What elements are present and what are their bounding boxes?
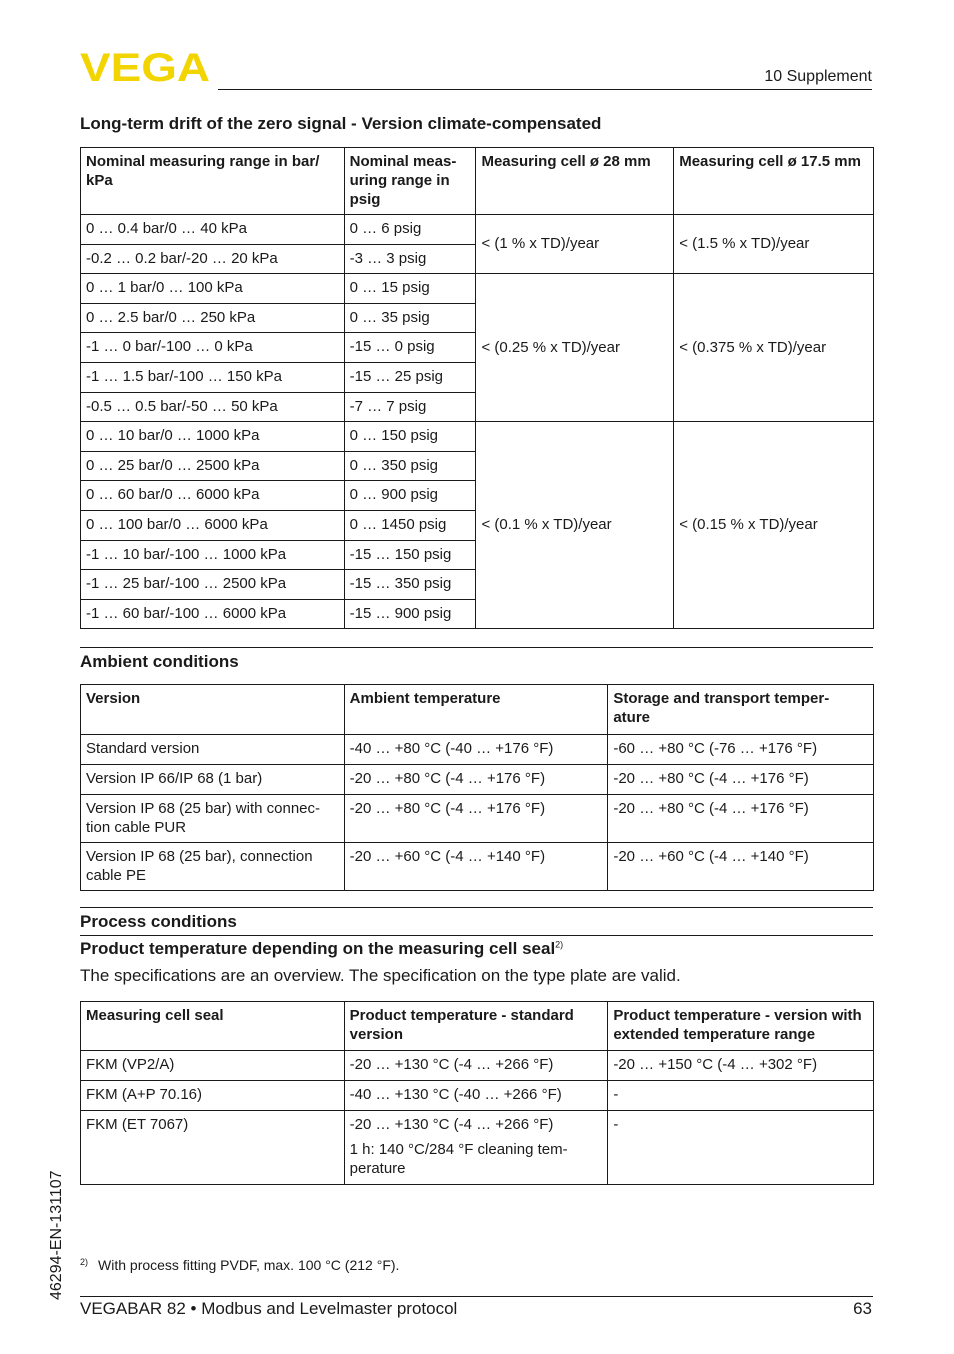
process-intro: The specifications are an overview. The specification on the type plate are valid. — [80, 966, 681, 985]
footnote — [80, 1257, 399, 1273]
ambient-version-cell: Standard version — [81, 735, 345, 765]
standard-temp-cell — [344, 1081, 608, 1111]
ambient-storage-cell: -20 … +60 °C (-4 … +140 °F) — [608, 843, 874, 891]
range-bar-cell: -1 … 1.5 bar/-100 … 150 kPa — [81, 362, 345, 392]
footer-rule — [80, 1296, 873, 1297]
process-title: Process conditions — [80, 912, 237, 931]
table-row — [81, 422, 874, 452]
range-bar-cell: 0 … 60 bar/0 … 6000 kPa — [81, 481, 345, 511]
table-row — [81, 735, 874, 765]
range-psig-cell: -15 … 25 psig — [344, 362, 476, 392]
range-psig-cell: 0 … 150 psig — [344, 422, 476, 452]
range-bar-cell: -1 … 10 bar/-100 … 1000 kPa — [81, 540, 345, 570]
range-bar-cell: -1 … 60 bar/-100 … 6000 kPa — [81, 599, 345, 629]
ambient-title: Ambient conditions — [80, 652, 239, 671]
ambient-temp-cell: -20 … +80 °C (-4 … +176 °F) — [344, 795, 608, 843]
range-bar-cell: -1 … 0 bar/-100 … 0 kPa — [81, 333, 345, 363]
standard-temp-line: -20 … +130 °C (-4 … +266 °F) — [349, 1056, 554, 1073]
ambient-temp-cell: -40 … +80 °C (-40 … +176 °F) — [344, 735, 608, 765]
range-bar-cell: 0 … 0.4 bar/0 … 40 kPa — [81, 215, 345, 245]
extended-temp-cell: - — [608, 1111, 874, 1185]
table-row — [81, 1051, 874, 1081]
logo-wordmark: VEGA — [80, 50, 210, 84]
process-header-standard: Product temperature - standard version — [344, 1002, 608, 1051]
range-bar-cell: 0 … 2.5 bar/0 … 250 kPa — [81, 303, 345, 333]
process-body — [81, 1051, 874, 1185]
ambient-temp-cell: -20 … +80 °C (-4 … +176 °F) — [344, 765, 608, 795]
table-row — [81, 765, 874, 795]
ambient-header-version: Version — [81, 685, 345, 735]
table-row — [81, 843, 874, 891]
table-row — [81, 1081, 874, 1111]
range-bar-cell: -1 … 25 bar/-100 … 2500 kPa — [81, 570, 345, 600]
table-row — [81, 1111, 874, 1185]
drift-cell28-value: < (0.1 % x TD)/year — [476, 422, 674, 629]
ambient-body — [81, 735, 874, 891]
process-subtitle-text: Product temperature depending on the measuring cell seal — [80, 939, 556, 958]
ambient-header-storage: Storage and transport temper- ature — [608, 685, 874, 735]
extended-temp-cell: - — [608, 1081, 874, 1111]
range-psig-cell: 0 … 900 psig — [344, 481, 476, 511]
range-psig-cell: -15 … 150 psig — [344, 540, 476, 570]
drift-cell28-value: < (0.25 % x TD)/year — [476, 274, 674, 422]
document-id: 46294-EN-131107 — [48, 1170, 65, 1300]
range-psig-cell: -15 … 900 psig — [344, 599, 476, 629]
drift-header-row — [81, 148, 874, 215]
range-bar-cell: -0.2 … 0.2 bar/-20 … 20 kPa — [81, 244, 345, 274]
ambient-version-cell: Version IP 68 (25 bar), connection cable PE — [81, 843, 345, 891]
drift-header-bar: Nominal measuring range in bar/ kPa — [81, 148, 345, 215]
drift-cell17-value: < (0.15 % x TD)/year — [674, 422, 874, 629]
range-psig-cell: -3 … 3 psig — [344, 244, 476, 274]
process-subrule — [80, 935, 873, 936]
standard-temp-cell — [344, 1111, 608, 1185]
footnote-ref: 2) — [555, 939, 564, 950]
page-number: 63 — [853, 1299, 872, 1318]
standard-temp-line: 1 h: 140 °C/284 °F cleaning tem- perature — [349, 1141, 568, 1177]
drift-body — [81, 215, 874, 629]
seal-cell: FKM (ET 7067) — [81, 1111, 345, 1185]
footnote-text: With process fitting PVDF, max. 100 °C (212 °F). — [98, 1257, 400, 1273]
ambient-header-row — [81, 685, 874, 735]
range-bar-cell: -0.5 … 0.5 bar/-50 … 50 kPa — [81, 392, 345, 422]
range-psig-cell: -7 … 7 psig — [344, 392, 476, 422]
table-row — [81, 274, 874, 304]
drift-table — [80, 147, 874, 629]
ambient-temp-cell: -20 … +60 °C (-4 … +140 °F) — [344, 843, 608, 891]
range-bar-cell: 0 … 1 bar/0 … 100 kPa — [81, 274, 345, 304]
drift-header-cell28: Measuring cell ø 28 mm — [476, 148, 674, 215]
drift-cell28-value: < (1 % x TD)/year — [476, 215, 674, 274]
ambient-table — [80, 684, 874, 891]
extended-temp-cell: -20 … +150 °C (-4 … +302 °F) — [608, 1051, 874, 1081]
range-psig-cell: 0 … 350 psig — [344, 451, 476, 481]
range-bar-cell: 0 … 10 bar/0 … 1000 kPa — [81, 422, 345, 452]
ambient-version-cell: Version IP 68 (25 bar) with connec- tion cable PUR — [81, 795, 345, 843]
range-psig-cell: -15 … 0 psig — [344, 333, 476, 363]
standard-temp-cell — [344, 1051, 608, 1081]
drift-cell17-value: < (0.375 % x TD)/year — [674, 274, 874, 422]
footer-title: VEGABAR 82 • Modbus and Levelmaster protocol — [80, 1299, 458, 1318]
process-header-seal: Measuring cell seal — [81, 1002, 345, 1051]
ambient-rule — [80, 647, 873, 648]
process-table — [80, 1001, 874, 1185]
process-header-extended: Product temperature - version with extended temperature range — [608, 1002, 874, 1051]
section-label: 10 Supplement — [764, 68, 872, 85]
ambient-version-cell: Version IP 66/IP 68 (1 bar) — [81, 765, 345, 795]
vega-logo — [80, 50, 212, 84]
process-rule — [80, 907, 873, 908]
range-bar-cell: 0 … 25 bar/0 … 2500 kPa — [81, 451, 345, 481]
range-psig-cell: -15 … 350 psig — [344, 570, 476, 600]
process-header-row — [81, 1002, 874, 1051]
range-bar-cell: 0 … 100 bar/0 … 6000 kPa — [81, 510, 345, 540]
drift-header-psig: Nominal meas- uring range in psig — [344, 148, 476, 215]
range-psig-cell: 0 … 6 psig — [344, 215, 476, 245]
header-rule — [218, 89, 872, 90]
drift-header-cell17: Measuring cell ø 17.5 mm — [674, 148, 874, 215]
table-row — [81, 215, 874, 245]
drift-title: Long-term drift of the zero signal - Version climate-compensated — [80, 114, 602, 133]
range-psig-cell: 0 … 1450 psig — [344, 510, 476, 540]
range-psig-cell: 0 … 15 psig — [344, 274, 476, 304]
ambient-header-ambient: Ambient temperature — [344, 685, 608, 735]
drift-cell17-value: < (1.5 % x TD)/year — [674, 215, 874, 274]
ambient-storage-cell: -20 … +80 °C (-4 … +176 °F) — [608, 795, 874, 843]
standard-temp-line: -40 … +130 °C (-40 … +266 °F) — [349, 1086, 562, 1103]
range-psig-cell: 0 … 35 psig — [344, 303, 476, 333]
standard-temp-line: -20 … +130 °C (-4 … +266 °F) — [349, 1116, 554, 1133]
ambient-storage-cell: -20 … +80 °C (-4 … +176 °F) — [608, 765, 874, 795]
table-row — [81, 795, 874, 843]
ambient-storage-cell: -60 … +80 °C (-76 … +176 °F) — [608, 735, 874, 765]
seal-cell: FKM (VP2/A) — [81, 1051, 345, 1081]
footnote-number: 2) — [80, 1257, 89, 1267]
process-subtitle — [80, 939, 563, 959]
seal-cell: FKM (A+P 70.16) — [81, 1081, 345, 1111]
